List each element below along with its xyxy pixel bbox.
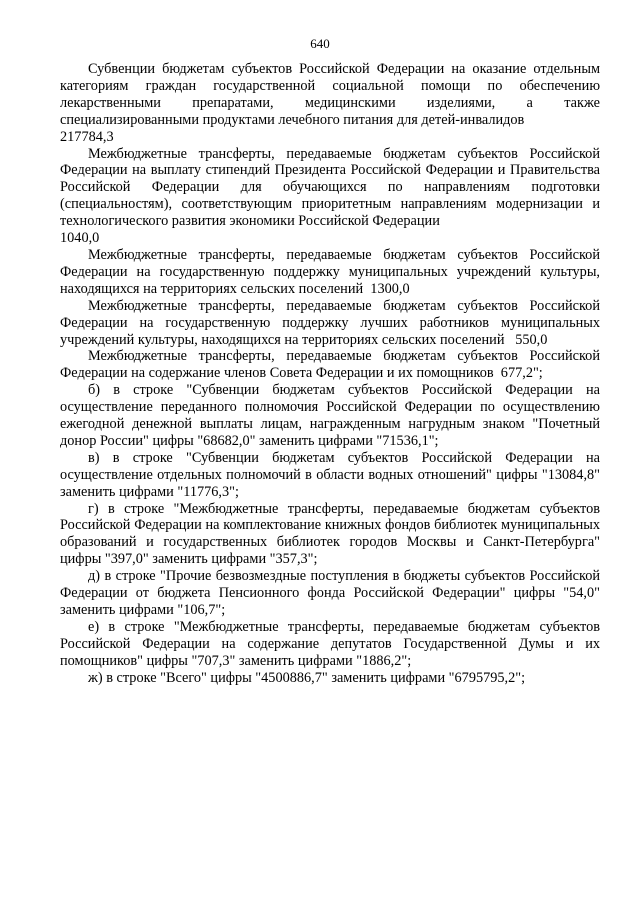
paragraph-text: Межбюджетные трансферты, передаваемые бюджетам субъектов Российской Федерации на государственную поддержку лучших работников муниципальных учреждений культуры, находящихся на территориях сельских поселений (60, 297, 600, 348)
paragraph-text: Межбюджетные трансферты, передаваемые бюджетам субъектов Российской Федерации на выплату стипендий Президента Российской Федерации и Правительства Российской Федерации для обучающихся по направлениям подготовки (специальностям), соответствующим приоритетным направлениям модернизации и технологического развития экономики Российской Федерации (60, 145, 600, 230)
amendment-d: д) в строке "Прочие безвозмездные поступления в бюджеты субъектов Российской Федерации от бюджета Пенсионного фонда Российской Федерации" цифры "54,0" заменить цифрами "106,7"; (60, 568, 600, 618)
amount-value: 677,2"; (500, 365, 543, 382)
amount-value: 217784,3 (60, 128, 114, 145)
amendment-e: е) в строке "Межбюджетные трансферты, передаваемые бюджетам субъектов Российской Федерации на содержание депутатов Государственной Думы и их помощников" цифры "707,3" заменить цифрами "1886,2"; (60, 618, 600, 669)
paragraph-text: Межбюджетные трансферты, передаваемые бюджетам субъектов Российской Федерации на содержание членов Совета Федерации и их помощников (60, 348, 600, 382)
amendment-v: в) в строке "Субвенции бюджетам субъектов Российской Федерации на осуществление отдельных полномочий в области водных отношений" цифры "13084,8" заменить цифрами "11776,3"; (60, 449, 600, 500)
amount-value: 1300,0 (370, 280, 410, 297)
amendment-b: б) в строке "Субвенции бюджетам субъектов Российской Федерации на осуществление переданного полномочия Российской Федерации по осуществлению ежегодной денежной выплаты лицам, награжденным нагрудным знаком "Почетный донор России" цифры "68682,0" заменить цифрами "71536,1"; (60, 382, 600, 449)
paragraph-value (60, 129, 600, 146)
paragraph-text: Субвенции бюджетам субъектов Российской Федерации на оказание отдельным категориям граждан государственной социальной помощи по обеспечению лекарственными препаратами, медицинскими изделиями, а также специализированными продуктами лечебного питания для детей-инвалидов (60, 61, 600, 128)
paragraph-text: Межбюджетные трансферты, передаваемые бюджетам субъектов Российской Федерации на государственную поддержку муниципальных учреждений культуры, находящихся на территориях сельских поселений (60, 246, 600, 297)
amount-value: 550,0 (515, 331, 548, 348)
page-number: 640 (310, 36, 330, 51)
paragraph-culture-workers (60, 298, 600, 349)
paragraph-subventions-medicines (60, 61, 600, 129)
paragraph-culture-support (60, 247, 600, 298)
amendment-g: г) в строке "Межбюджетные трансферты, передаваемые бюджетам субъектов Российской Федерации на комплектование книжных фондов библиотек муниципальных образований и государственных библиотек городов Москвы и Санкт-Петербурга" цифры "397,0" заменить цифрами "357,3"; (60, 500, 600, 568)
paragraph-president-stipends (60, 146, 600, 231)
paragraph-value (60, 230, 600, 247)
paragraph-federation-council (60, 348, 600, 382)
document-body (60, 61, 600, 687)
amount-value: 1040,0 (60, 230, 100, 247)
amendment-zh: ж) в строке "Всего" цифры "4500886,7" заменить цифрами "6795795,2"; (88, 669, 526, 686)
